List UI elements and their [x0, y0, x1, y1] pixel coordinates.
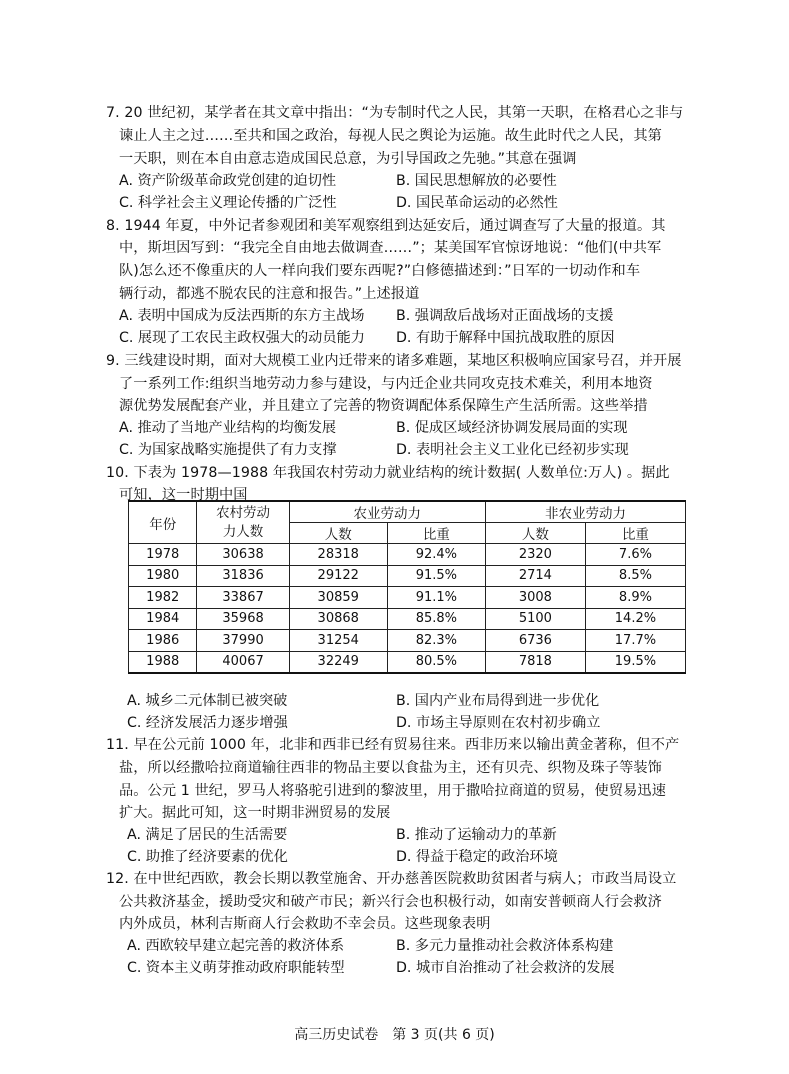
table-row	[129, 587, 686, 609]
table-cell: 1982	[129, 587, 197, 609]
table-cell: 1978	[129, 544, 197, 566]
header-agri-group: 农业劳动力	[289, 501, 485, 523]
table-cell: 7.6%	[585, 544, 685, 566]
q11-stem-line-4: 扩大。据此可知，这一时期非洲贸易的发展	[119, 805, 391, 821]
header-rural-total-line1: 农村劳动	[216, 504, 271, 521]
table-cell: 6736	[485, 630, 585, 652]
q8-stem-line-1: 8. 1944 年夏，中外记者参观团和美军观察组到达延安后，通过调查写了大量的报道。其	[106, 218, 666, 234]
q8-stem-line-4: 辆行动，都逃不脱农民的注意和报告。”上述报道	[119, 286, 420, 302]
q9-option-b: B. 促成区域经济协调发展局面的实现	[396, 420, 628, 436]
q12-option-c: C. 资本主义萌芽推动政府职能转型	[127, 960, 345, 976]
q10-option-a: A. 城乡二元体制已被突破	[127, 693, 288, 709]
header-nonagri-share: 比重	[585, 523, 685, 544]
q12-option-d: D. 城市自治推动了社会救济的发展	[396, 960, 615, 976]
header-nonagri-count: 人数	[485, 523, 585, 544]
q12-stem-line-2: 公共救济基金，援助受灾和破产市民；新兴行会也积极行动，如南安普顿商人行会救济	[119, 894, 662, 910]
table-cell: 2714	[485, 565, 585, 587]
q7-option-c: C. 科学社会主义理论传播的广泛性	[119, 195, 337, 211]
q10-stem-line-2: 可知，这一时期中国	[119, 487, 248, 503]
table-cell: 85.8%	[387, 608, 485, 630]
header-rural-total-line2: 力人数	[222, 523, 264, 540]
table-cell: 1984	[129, 608, 197, 630]
q11-option-b: B. 推动了运输动力的革新	[396, 827, 557, 843]
q10-option-c: C. 经济发展活力逐步增强	[127, 715, 288, 731]
q9-option-c: C. 为国家战略实施提供了有力支撑	[119, 442, 337, 458]
header-agri-count: 人数	[289, 523, 387, 544]
q9-option-d: D. 表明社会主义工业化已经初步实现	[396, 442, 629, 458]
table-cell: 31836	[197, 565, 289, 587]
q11-stem-line-2: 盐，所以经撒哈拉商道输往西非的物品主要以食盐为主，还有贝壳、织物及珠子等装饰	[119, 760, 662, 776]
q11-option-c: C. 助推了经济要素的优化	[127, 849, 288, 865]
table-cell: 37990	[197, 630, 289, 652]
table-row	[129, 651, 686, 673]
table-cell: 2320	[485, 544, 585, 566]
q7-option-b: B. 国民思想解放的必要性	[396, 173, 557, 189]
table-cell: 91.1%	[387, 587, 485, 609]
q9-stem-line-2: 了一系列工作:组织当地劳动力参与建设，与内迁企业共同攻克技术难关，利用本地资	[119, 376, 653, 392]
q9-stem-line-3: 源优势发展配套产业，并且建立了完善的物资调配体系保障生产生活所需。这些举措	[119, 398, 648, 414]
table-cell: 1986	[129, 630, 197, 652]
header-agri-share: 比重	[387, 523, 485, 544]
q8-stem-line-2: 中，斯坦因写到：“我完全自由地去做调查……”；某美国军官惊讶地说：“他们(中共军	[119, 240, 662, 256]
q11-option-d: D. 得益于稳定的政治环境	[396, 849, 558, 865]
header-year: 年份	[129, 501, 197, 544]
q11-option-a: A. 满足了居民的生活需要	[127, 827, 288, 843]
q10-stem-line-1: 10. 下表为 1978—1988 年我国农村劳动力就业结构的统计数据( 人数单位:万人) 。据此	[106, 465, 670, 481]
q7-stem-line-3: 一天职，则在本自由意志造成国民总意，为引导国政之先驰。”其意在强调	[119, 151, 577, 167]
q11-stem-line-3: 品。公元 1 世纪，罗马人将骆驼引进到的黎波里，用于撒哈拉商道的贸易，使贸易迅速	[119, 783, 666, 799]
table-cell: 30638	[197, 544, 289, 566]
q7-stem-line-1: 7. 20 世纪初，某学者在其文章中指出：“为专制时代之人民，其第一天职，在格君心之非与	[106, 105, 684, 121]
table-cell: 5100	[485, 608, 585, 630]
header-nonagri-group: 非农业劳动力	[485, 501, 685, 523]
q10-option-b: B. 国内产业布局得到进一步优化	[396, 693, 600, 709]
page-footer: 高三历史试卷 第 3 页(共 6 页)	[294, 1027, 495, 1043]
table-cell: 91.5%	[387, 565, 485, 587]
q12-option-a: A. 西欧较早建立起完善的救济体系	[127, 938, 345, 954]
table-cell: 1980	[129, 565, 197, 587]
q12-stem-line-3: 内外成员，林利吉斯商人行会救助不幸会员。这些现象表明	[119, 916, 491, 932]
table-cell: 28318	[289, 544, 387, 566]
q12-stem-line-1: 12. 在中世纪西欧，教会长期以教堂施舍、开办慈善医院救助贫困者与病人；市政当局设立	[106, 871, 677, 887]
table-cell: 14.2%	[585, 608, 685, 630]
table-cell: 8.5%	[585, 565, 685, 587]
labor-statistics-table	[128, 500, 686, 674]
table-cell: 7818	[485, 651, 585, 673]
table-cell: 8.9%	[585, 587, 685, 609]
q7-stem-line-2: 谏止人主之过……至共和国之政治，每视人民之舆论为运施。故生此时代之人民，其第	[119, 128, 662, 144]
table-row	[129, 565, 686, 587]
q9-option-a: A. 推动了当地产业结构的均衡发展	[119, 420, 337, 436]
q7-option-a: A. 资产阶级革命政党创建的迫切性	[119, 173, 337, 189]
table-cell: 19.5%	[585, 651, 685, 673]
table-cell: 40067	[197, 651, 289, 673]
table-cell: 30868	[289, 608, 387, 630]
table-cell: 1988	[129, 651, 197, 673]
table-row	[129, 608, 686, 630]
table-cell: 31254	[289, 630, 387, 652]
table-cell: 82.3%	[387, 630, 485, 652]
q12-option-b: B. 多元力量推动社会救济体系构建	[396, 938, 614, 954]
table-cell: 35968	[197, 608, 289, 630]
q8-stem-line-3: 队)怎么还不像重庆的人一样向我们要东西呢?”白修德描述到：”日军的一切动作和车	[119, 263, 641, 279]
header-rural-total	[197, 501, 289, 544]
q8-option-c: C. 展现了工农民主政权强大的动员能力	[119, 330, 365, 346]
table-cell: 3008	[485, 587, 585, 609]
q8-option-b: B. 强调敌后战场对正面战场的支援	[396, 308, 614, 324]
q8-option-d: D. 有助于解释中国抗战取胜的原因	[396, 330, 615, 346]
table-cell: 80.5%	[387, 651, 485, 673]
table-cell: 92.4%	[387, 544, 485, 566]
q9-stem-line-1: 9. 三线建设时期，面对大规模工业内迁带来的诸多难题，某地区积极响应国家号召，并开展	[106, 353, 682, 369]
table-row	[129, 630, 686, 652]
table-cell: 30859	[289, 587, 387, 609]
table-row	[129, 544, 686, 566]
table-cell: 17.7%	[585, 630, 685, 652]
q10-option-d: D. 市场主导原则在农村初步确立	[396, 715, 601, 731]
q11-stem-line-1: 11. 早在公元前 1000 年，北非和西非已经有贸易往来。西非历来以输出黄金著称，但不产	[106, 737, 680, 753]
table-cell: 33867	[197, 587, 289, 609]
table-cell: 32249	[289, 651, 387, 673]
table-cell: 29122	[289, 565, 387, 587]
q7-option-d: D. 国民革命运动的必然性	[396, 195, 558, 211]
q8-option-a: A. 表明中国成为反法西斯的东方主战场	[119, 308, 365, 324]
